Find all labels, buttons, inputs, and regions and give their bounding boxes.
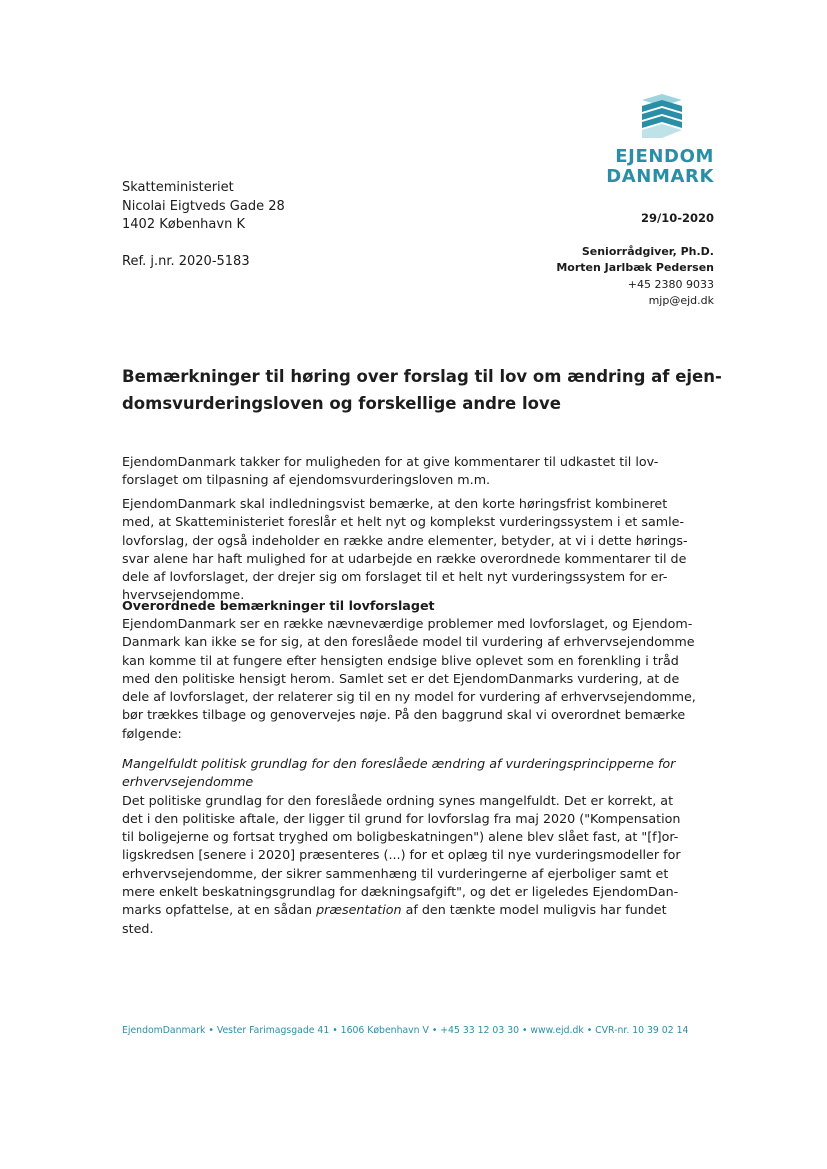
sender-block	[480, 244, 714, 309]
logo-line-2: DANMARK	[606, 166, 714, 187]
text-line: dele af lovforslaget, der relaterer sig til en ny model for vurdering af erhvervsejendomme,	[122, 689, 696, 705]
sender-name: Morten Jarlbæk Pedersen	[556, 261, 714, 275]
text-line: med, at Skatteministeriet foreslår et helt nyt og komplekst vurderingssystem i et samle-	[122, 514, 685, 530]
text-line: forslaget om tilpasning af ejendomsvurderingsloven m.m.	[122, 472, 491, 488]
document-title	[122, 363, 722, 417]
text-line: EjendomDanmark skal indledningsvist bemærke, at den korte høringsfrist kombineret	[122, 496, 668, 511]
text-line: svar alene har haft mulighed for at udarbejde en række overordnede kommentarer til de	[122, 550, 687, 566]
text-line: med den politiske hensigt herom. Samlet set er det EjendomDanmarks vurdering, at de	[122, 670, 680, 686]
text-line: ligskredsen [senere i 2020] præsenteres (...) for et oplæg til nye vurderingsmodeller for	[122, 847, 681, 863]
text-line: bør trækkes tilbage og genovervejes nøje. På den baggrund skal vi overordnet bemærke	[122, 707, 686, 723]
text-line: til boligejerne og fortsat tryghed om boligbeskatningen") alene blev slået fast, at "[f]or-	[122, 829, 679, 845]
recipient-line: Nicolai Eigtveds Gade 28	[122, 198, 285, 214]
paragraph-political-basis	[122, 755, 722, 938]
text-line: Danmark kan ikke se for sig, at den foreslåede model til vurdering af erhvervsejendomme	[122, 634, 695, 650]
building-stack-logo-icon	[636, 92, 688, 140]
text-line: lovforslag, der også indeholder en række andre elementer, betyder, at vi i dette hørings-	[122, 532, 688, 548]
text-line: følgende:	[122, 725, 182, 741]
text-line: Det politiske grundlag for den foreslåede ordning synes mangelfuldt. Det er korrekt, at	[122, 792, 674, 808]
italic-subheading-line: Mangelfuldt politisk grundlag for den foreslåede ændring af vurderingsprincipperne for	[122, 756, 676, 771]
italic-subheading-line: erhvervsejendomme	[122, 774, 254, 790]
paragraph-overall-remarks	[122, 615, 722, 743]
text-line: EjendomDanmark takker for muligheden for at give kommentarer til udkastet til lov-	[122, 454, 659, 469]
text-line: det i den politiske aftale, der ligger til grund for lovforslag fra maj 2020 ("Kompensation	[122, 810, 681, 826]
letter-date: 29/10-2020	[641, 211, 714, 225]
company-logo-text	[560, 147, 714, 187]
text-line: hvervsejendomme.	[122, 587, 245, 603]
reference-number: Ref. j.nr. 2020-5183	[122, 254, 250, 269]
section-heading: Overordnede bemærkninger til lovforslaget	[122, 598, 435, 613]
footer-contact: EjendomDanmark • Vester Farimagsgade 41 • 1606 København V • +45 33 12 03 30 • www.ejd.dk • CVR-nr. 10 39 02 14	[122, 1025, 689, 1036]
title-line: domsvurderingsloven og forskellige andre love	[122, 394, 561, 413]
recipient-line: Skatteministeriet	[122, 180, 234, 195]
text-line	[122, 901, 722, 919]
paragraph-intro	[122, 453, 722, 490]
logo-line-1: EJENDOM	[615, 146, 714, 167]
text-line: EjendomDanmark ser en række nævneværdige problemer med lovforslaget, og Ejendom-	[122, 616, 693, 631]
text-line: sted.	[122, 920, 154, 936]
text-line: mere enkelt beskatningsgrundlag for dækningsafgift", og det er ligeledes EjendomDan-	[122, 884, 679, 900]
recipient-line: 1402 København K	[122, 217, 245, 232]
italic-word: præsentation	[316, 902, 402, 918]
sender-phone: +45 2380 9033	[627, 277, 714, 291]
sender-email: mjp@ejd.dk	[648, 293, 714, 307]
text-line: erhvervsejendomme, der sikrer sammenhæng til vurderingerne af ejerboliger samt et	[122, 865, 669, 881]
text-segment: marks opfattelse, at en sådan	[122, 902, 317, 918]
text-line: dele af lovforslaget, der drejer sig om forslaget til et helt nyt vurderingssystem for er-	[122, 569, 668, 585]
text-segment: af den tænkte model muligvis har fundet	[401, 902, 667, 918]
sender-title: Seniorrådgiver, Ph.D.	[581, 245, 714, 258]
paragraph-hearing-deadline	[122, 495, 722, 605]
title-line: Bemærkninger til høring over forslag til lov om ændring af ejen-	[122, 367, 722, 386]
text-line: kan komme til at fungere efter hensigten endsige blive oplevet som en forenkling i tråd	[122, 652, 679, 668]
recipient-address	[122, 179, 285, 235]
